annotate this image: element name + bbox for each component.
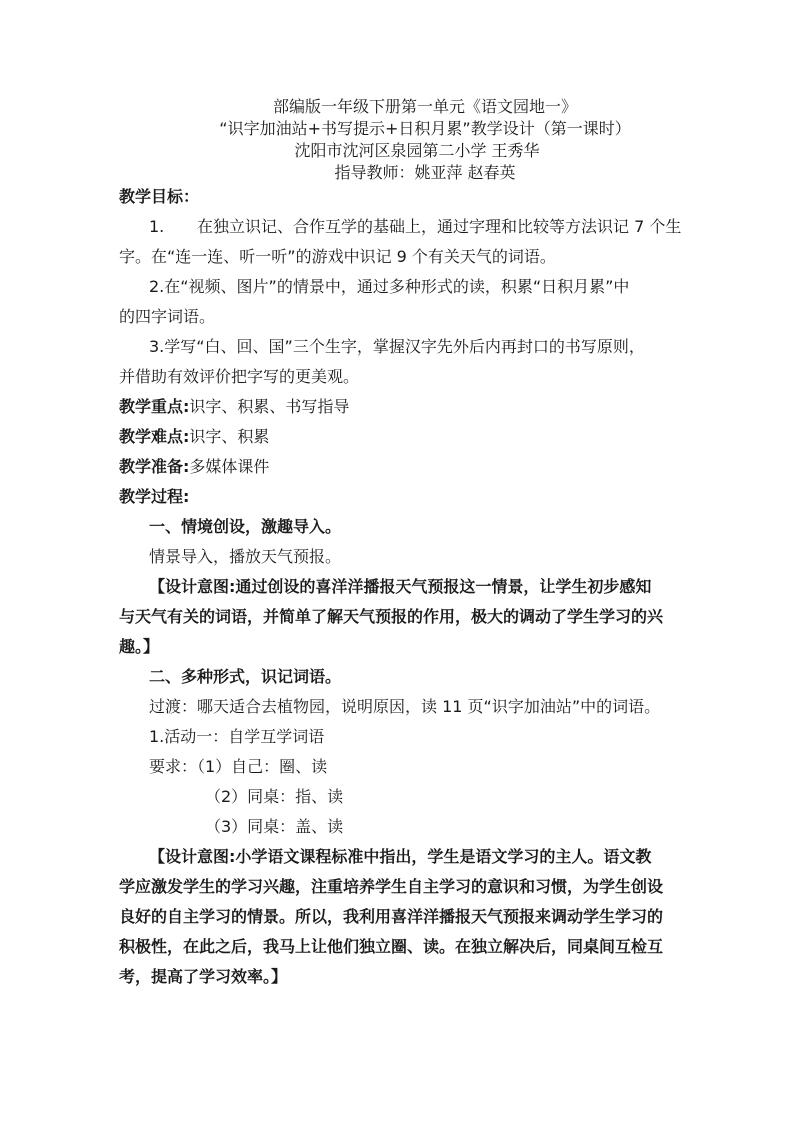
section-2-intent-line-2: 学应激发学生的学习兴趣，注重培养学生自主学习的意识和习惯，为学生创设 — [119, 877, 664, 896]
section-2-title: 二、多种形式，识记词语。 — [149, 667, 342, 686]
objectives-heading: 教学目标： — [119, 187, 200, 206]
key-points-value: 识字、积累、书写指导 — [189, 397, 350, 416]
section-1-text: 情景导入，播放天气预报。 — [149, 547, 342, 566]
section-2-requirement-1: 要求：（1）自己：圈、读 — [149, 757, 328, 776]
section-1-intent-line-3: 趣。】 — [119, 637, 160, 656]
section-2-transition: 过渡：哪天适合去植物园，说明原因，读 11 页“识字加油站”中的词语。 — [149, 697, 661, 716]
section-1-title: 一、情境创设，激趣导入。 — [149, 517, 342, 536]
advisor-line: 指导教师：姚亚萍 赵春英 — [334, 163, 516, 182]
difficulties — [119, 422, 679, 452]
document-subtitle: “识字加油站+书写提示+日积月累”教学设计（第一课时） — [219, 119, 631, 138]
difficulties-label: 教学难点: — [119, 427, 190, 446]
objective-1-text: 在独立识记、合作互学的基础上，通过字理和比较等方法识记 7 个生 — [197, 217, 682, 236]
section-2-requirement-2: （2）同桌：指、读 — [205, 787, 344, 806]
section-1-intent-line-2: 与天气有关的词语，并简单了解天气预报的作用，极大的调动了学生学习的兴 — [119, 607, 664, 626]
section-1-intent-line-1: 【设计意图:通过创设的喜洋洋播报天气预报这一情景，让学生初步感知 — [149, 577, 652, 596]
objective-1-line-1 — [119, 212, 682, 242]
process-heading: 教学过程: — [119, 487, 190, 506]
title-block — [0, 96, 794, 184]
key-points-label: 教学重点: — [119, 397, 190, 416]
section-2-intent-line-1: 【设计意图:小学语文课程标准中指出，学生是语文学习的主人。语文教 — [149, 847, 652, 866]
objective-2-line-1: 2.在“视频、图片”的情景中，通过多种形式的读，积累“日积月累”中 — [149, 277, 630, 296]
section-2-requirement-3: （3）同桌：盖、读 — [205, 817, 344, 836]
document-body — [119, 182, 682, 992]
author-line: 沈阳市沈河区泉园第二小学 王秀华 — [294, 141, 540, 160]
preparation — [119, 452, 679, 482]
objective-3-line-1: 3.学写“白、回、国”三个生字，掌握汉字先外后内再封口的书写原则， — [149, 337, 645, 356]
document-title: 部编版一年级下册第一单元《语文园地一》 — [272, 97, 577, 116]
objective-2-line-2: 的四字词语。 — [119, 307, 216, 326]
difficulties-value: 识字、积累 — [189, 427, 270, 446]
section-2-intent-line-3: 良好的自主学习的情景。所以，我利用喜洋洋播报天气预报来调动学生学习的 — [119, 907, 664, 926]
key-points — [119, 392, 679, 422]
preparation-label: 教学准备: — [119, 457, 190, 476]
preparation-value: 多媒体课件 — [189, 457, 270, 476]
section-2-activity: 1.活动一：自学互学词语 — [149, 727, 325, 746]
objective-1-line-2: 字。在“连一连、听一听”的游戏中识记 9 个有关天气的词语。 — [119, 247, 556, 266]
section-2-intent-line-4: 积极性，在此之后，我马上让他们独立圈、读。在独立解决后，同桌间互检互 — [119, 937, 664, 956]
objective-1-number: 1. — [149, 217, 165, 236]
objective-3-line-2: 并借助有效评价把字写的更美观。 — [119, 367, 360, 386]
section-2-intent-line-5: 考，提高了学习效率。】 — [119, 967, 288, 986]
